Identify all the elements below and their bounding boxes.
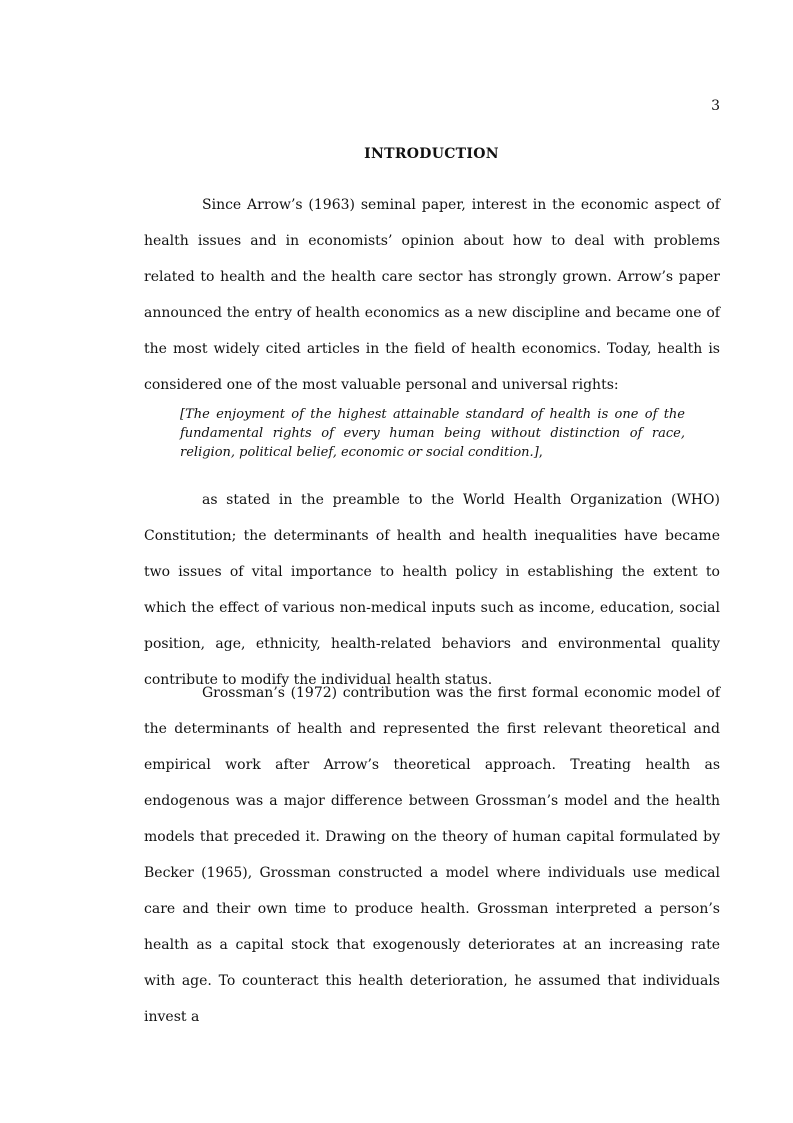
quote-tail: , (538, 445, 543, 460)
paragraph-grossman: Grossman’s (1972) contribution was the first formal economic model of the determinants of health and represented the first relevant theoretical and empirical work after Arrow’s theoretical approach. Treating health as endogenous was a major difference between Grossman’s model and the health models that preceded it. Drawing on the theory of human capital formulated by Becker (1965), Grossman constructed a model where individuals use medical care and their own time to produce health. Grossman interpreted a person’s health as a capital stock that exogenously deteriorates at an increasing rate with age. To counteract this health deterioration, he assumed that individuals invest a (144, 685, 720, 1025)
paragraph-who: as stated in the preamble to the World Health Organization (WHO) Constitution; the determinants of health and health inequalities have became two issues of vital importance to health policy in establishing the extent to which the effect of various non-medical inputs such as income, education, social position, age, ethnicity, health-related behaviors and environmental quality contribute to modify the individual health status. (144, 492, 720, 688)
block-quote (180, 405, 685, 462)
paragraph-intro: Since Arrow’s (1963) seminal paper, interest in the economic aspect of health issues and in economists’ opinion about how to deal with problems related to health and the health care sector has strongly grown. Arrow’s paper announced the entry of health economics as a new discipline and became one of the most widely cited articles in the field of health economics. Today, health is considered one of the most valuable personal and universal rights: (144, 197, 720, 393)
page-number: 3 (711, 98, 720, 114)
quote-text: [The enjoyment of the highest attainable standard of health is one of the fundamental rights of every human being without distinction of race, religion, political belief, economic or social condition.] (180, 407, 685, 460)
section-title: INTRODUCTION (364, 146, 499, 162)
